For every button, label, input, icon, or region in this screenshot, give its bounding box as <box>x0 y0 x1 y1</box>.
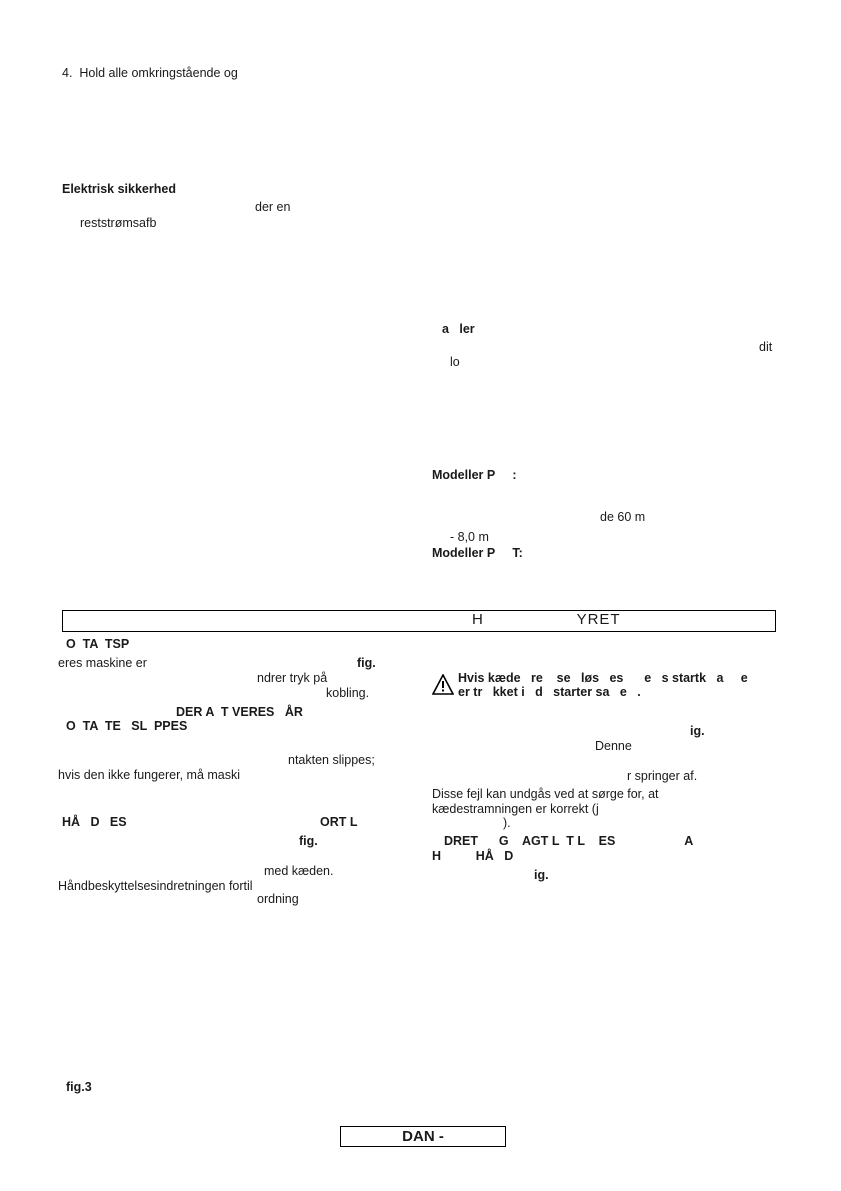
text-line: ndrer tryk på <box>257 671 328 685</box>
text-line: r springer af. <box>627 769 698 783</box>
text-line: ntakten slippes; <box>288 753 375 767</box>
fig-ref: ig. <box>534 868 549 882</box>
heading-modeller-2: Modeller P T: <box>432 546 523 560</box>
text-line: - 8,0 m <box>450 530 489 544</box>
heading-modeller-1: Modeller P : <box>432 468 517 482</box>
text-line: Disse fejl kan undgås ved at sørge for, at <box>432 787 659 801</box>
heading-elektrisk-sikkerhed: Elektrisk sikkerhed <box>62 182 176 196</box>
section-banner <box>62 610 776 632</box>
heading-otatsp: O TA TSP <box>66 637 130 651</box>
text-line: eres maskine er <box>58 656 147 670</box>
text-line: reststrømsafb <box>80 216 157 230</box>
text-line: der en <box>255 200 291 214</box>
text-line: 4. Hold alle omkringstående og <box>62 66 238 80</box>
heading-hand: HÅ D ES <box>62 815 127 829</box>
text-line: lo <box>450 355 460 369</box>
text-line: ). <box>503 816 511 830</box>
text-line: dit <box>759 340 773 354</box>
heading-der: DER A T VERES ÅR <box>176 705 303 719</box>
text-line: hvis den ikke fungerer, må maski <box>58 768 241 782</box>
text-line: ordning <box>257 892 299 906</box>
warning-text: er tr kket i d starter sa e . <box>458 685 641 699</box>
fig-ref: ig. <box>690 724 705 738</box>
text-line: kobling. <box>326 686 370 700</box>
warning-icon <box>432 674 454 696</box>
text-line: kædestramningen er korrekt (j <box>432 802 599 816</box>
figure-label: fig.3 <box>66 1080 92 1094</box>
text-line: de 60 m <box>600 510 646 524</box>
text-line: med kæden. <box>264 864 334 878</box>
heading-ortl: ORT L <box>320 815 358 829</box>
warning-text: Hvis kæde re se løs es e s startk a e <box>458 671 748 685</box>
fig-ref: fig. <box>357 656 376 670</box>
heading-aler: a ler <box>442 322 475 336</box>
banner-title: H YRET <box>472 611 621 628</box>
heading-otate: O TA TE SL PPES <box>66 719 188 733</box>
fig-ref: fig. <box>299 834 318 848</box>
heading-dret: DRET G AGT L T L ES A <box>444 834 694 848</box>
page-footer-label: DAN - <box>340 1126 506 1147</box>
text-line: Håndbeskyttelsesindretningen fortil <box>58 879 253 893</box>
heading-hhaa: H HÅ D <box>432 849 514 863</box>
text-line: Denne <box>595 739 632 753</box>
